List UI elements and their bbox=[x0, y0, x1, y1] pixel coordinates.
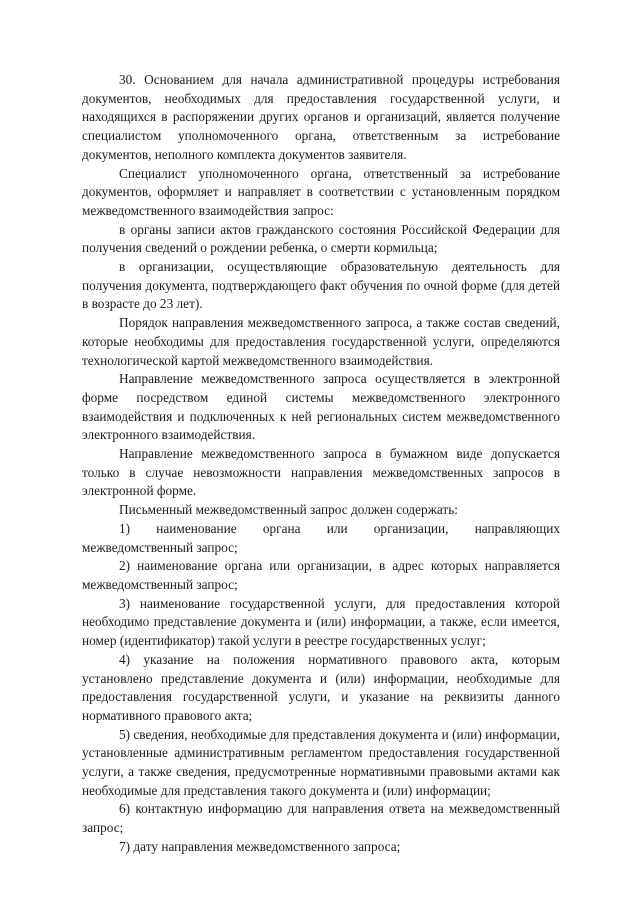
list-item-7: 7) дату направления межведомственного запроса; bbox=[119, 838, 401, 854]
list-item-2: 2) наименование органа или организации, в адрес которых направляется межведомственный запрос; bbox=[82, 558, 560, 592]
paragraph-electronic-form: Направление межведомственного запроса осуществляется в электронной форме посредством единой системы межведомственного электронного взаимодействия и подключенных к ней региональных систем межведомственного электронного взаимодействия. bbox=[82, 371, 560, 443]
list-item-4: 4) указание на положения нормативного правового акта, которым установлено представление документа и (или) информации, необходимые для предоставления государственной услуги, и указание на реквизиты данного нормативного правового акта; bbox=[82, 651, 560, 723]
list-item-1: 1) наименование органа или организации, направляющих межведомственный запрос; bbox=[82, 520, 560, 555]
paragraph-30-basis: 30. Основанием для начала административной процедуры истребования документов, необходимых для предоставления государственной услуги, и находящихся в распоряжении других органов и организаций, является получение специалистом уполномоченного органа, ответственным за истребование документов, неполного комплекта документов заявителя. bbox=[82, 72, 560, 162]
paragraph-specialist-request: Специалист уполномоченного органа, ответственный за истребование документов, оформляет и направляет в соответствии с установленным порядком межведомственного взаимодействия запрос: bbox=[82, 165, 560, 218]
list-item-6: 6) контактную информацию для направления ответа на межведомственный запрос; bbox=[82, 801, 560, 836]
paragraph-paper-form: Направление межведомственного запроса в бумажном виде допускается только в случае невозможности направления межведомственных запросов в электронной форме. bbox=[82, 446, 560, 499]
paragraph-request-procedure: Порядок направления межведомственного запроса, а также состав сведений, которые необходимы для предоставления государственной услуги, определяются технологической картой межведомственного взаимодействия. bbox=[82, 315, 560, 368]
list-item-5: 5) сведения, необходимые для представления документа и (или) информации, установленные административным регламентом предоставления государственной услуги, а также сведения, предусмотренные нормативными правовыми актами как необходимые для представления такого документа и (или) информации; bbox=[82, 726, 560, 798]
paragraph-educational-orgs: в организации, осуществляющие образовательную деятельность для получения документа, подтверждающего факт обучения по очной форме (для детей в возрасте до 23 лет). bbox=[82, 259, 560, 312]
list-item-3: 3) наименование государственной услуги, для предоставления которой необходимо представление документа и (или) информации, а также, если имеется, номер (идентификатор) такой услуги в реестре государственных услуг; bbox=[82, 595, 560, 649]
paragraph-request-contents: Письменный межведомственный запрос должен содержать: bbox=[119, 502, 459, 518]
document-body bbox=[82, 71, 560, 857]
paragraph-civil-registry: в органы записи актов гражданского состояния Российской Федерации для получения сведений о рождении ребенка, о смерти кормильца; bbox=[82, 221, 560, 256]
